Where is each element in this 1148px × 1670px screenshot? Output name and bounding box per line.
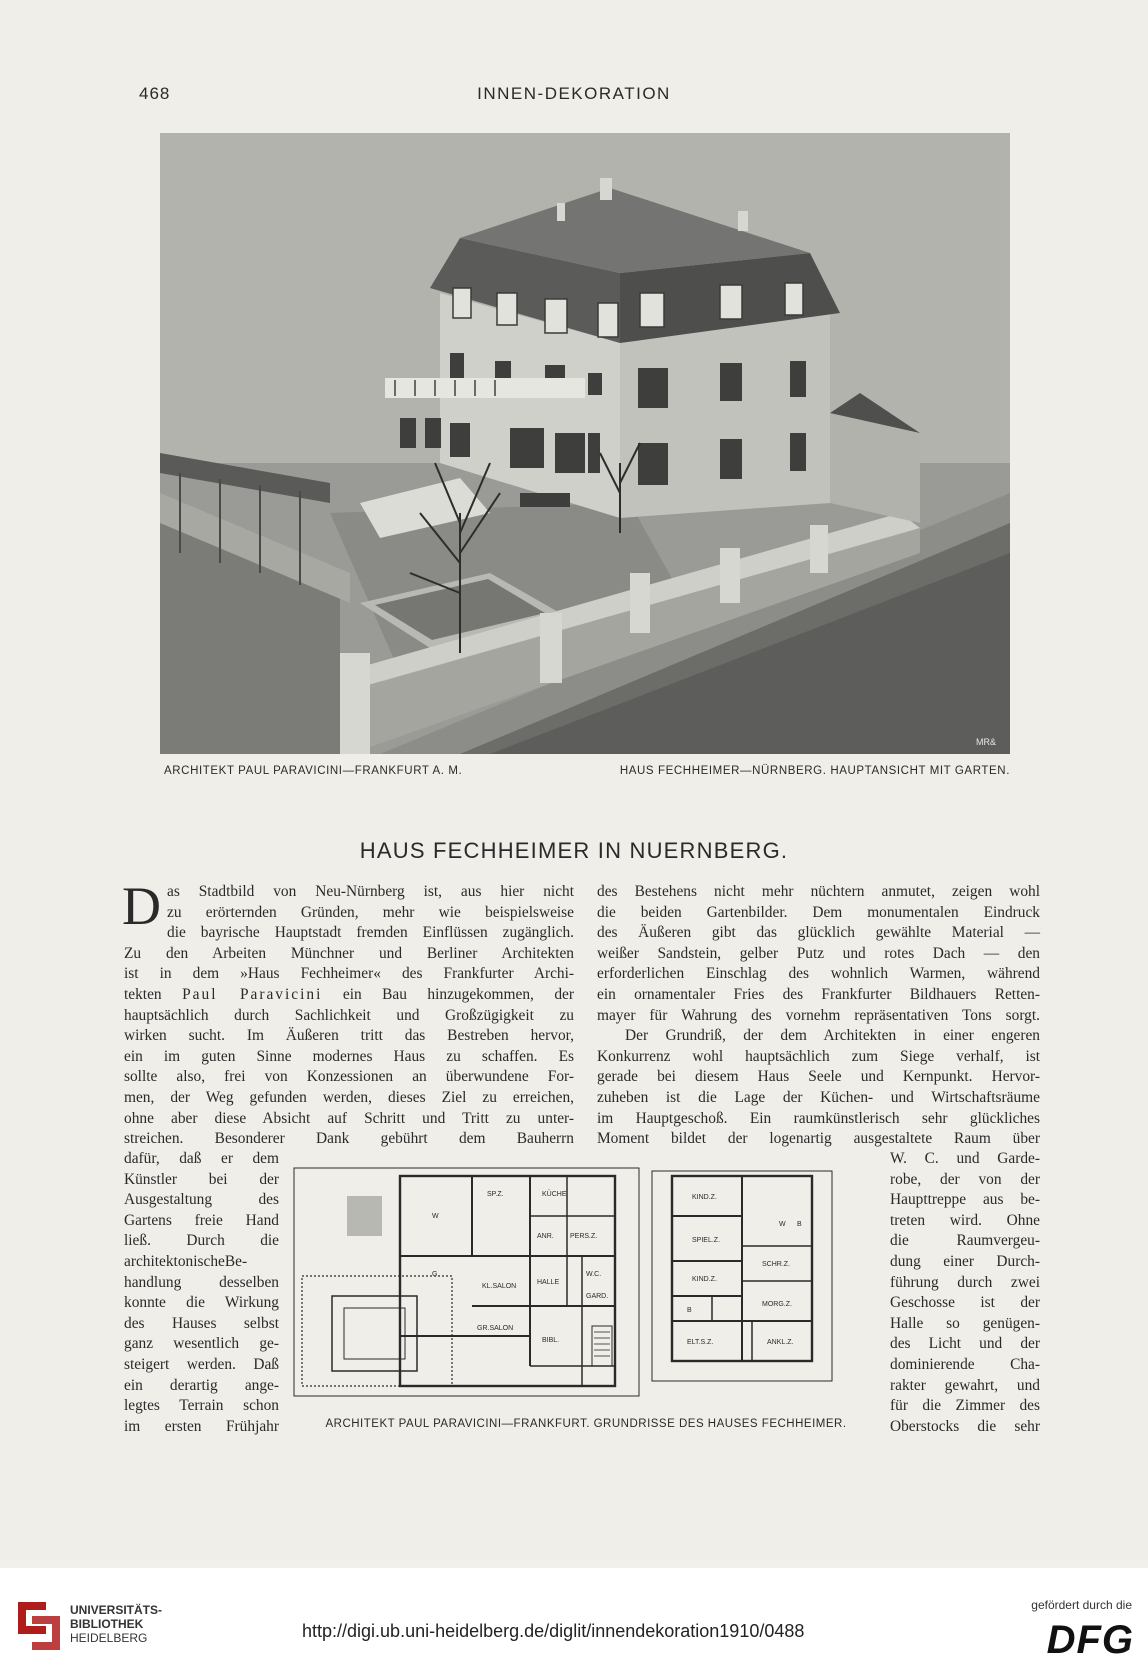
text-line: Oberstocks die sehr <box>890 1417 1040 1435</box>
text-line: des Hauses selbst <box>124 1314 279 1332</box>
text-line: erforderlichen Einschlag des wohnlich Warmen, während <box>597 965 1040 983</box>
room-label: KÜCHE <box>542 1191 567 1198</box>
text-line: für die Zimmer des <box>890 1397 1040 1415</box>
room-label: PERS.Z. <box>570 1233 598 1240</box>
text-line: des Bestehens nicht mehr nüchtern anmutet, zeigen wohl <box>597 883 1040 900</box>
house-photo-illustration <box>160 133 1010 754</box>
photo-caption <box>164 765 1010 783</box>
source-url-link[interactable]: http://digi.ub.uni-heidelberg.de/diglit/innendekoration1910/0488 <box>302 1621 805 1641</box>
text-line: dung einer Durch- <box>890 1252 1040 1270</box>
text-line: im ersten Frühjahr <box>124 1417 279 1435</box>
text-line: gerade bei diesem Haus Seele und Kernpunkt. Hervor- <box>597 1068 1040 1086</box>
text-line <box>124 985 574 1006</box>
architect-name: Paul Paravicini <box>182 985 323 1003</box>
text-line: Konkurrenz wohl hauptsächlich zum Siege verhalf, ist <box>597 1047 1040 1065</box>
text-line: robe, der von der <box>890 1170 1040 1188</box>
text-line: sollte also, frei von Konzessionen an überwundene For- <box>124 1068 574 1086</box>
article-title: HAUS FECHHEIMER IN NUERNBERG. <box>359 838 789 863</box>
ground-floor-plan <box>294 1168 639 1396</box>
room-label: SP.Z. <box>487 1191 504 1198</box>
text-line: wirken sucht. Im Äußeren tritt das Bestreben hervor, <box>124 1027 574 1045</box>
text-line: konnte die Wirkung <box>124 1294 279 1312</box>
text-line: ist in dem »Haus Fechheimer« des Frankfurter Archi- <box>124 965 574 983</box>
photo-caption-title: HAUS FECHHEIMER—NÜRNBERG. HAUPTANSICHT MIT GARTEN. <box>619 765 1010 777</box>
text-line: führung durch zwei <box>890 1273 1040 1291</box>
article-column-right-narrow <box>890 1149 1040 1437</box>
text-line: die beiden Gartenbilder. Dem monumentalen Eindruck <box>597 903 1040 921</box>
text-fragment: tekten <box>124 985 162 1003</box>
room-label: SPIEL.Z. <box>692 1237 721 1244</box>
room-label: BIBL. <box>542 1337 560 1344</box>
text-line: Geschosse ist der <box>890 1294 1040 1312</box>
room-label: ELT.S.Z. <box>687 1339 714 1346</box>
room-label: KIND.Z. <box>692 1194 717 1201</box>
text-line: zu erörternden Gründen, mehr wie beispielsweise <box>167 903 574 921</box>
text-line: W. C. und Garde- <box>890 1150 1040 1167</box>
text-line: as Stadtbild von Neu-Nürnberg ist, aus hier nicht <box>167 883 574 900</box>
room-label: ANR. <box>537 1233 554 1240</box>
funded-by-label: gefördert durch die <box>1031 1598 1132 1612</box>
text-line: des Äußeren gibt das glücklich gewählte Material — <box>597 924 1040 942</box>
room-label: KL.SALON <box>482 1283 517 1290</box>
text-line: dominierende Cha- <box>890 1355 1040 1373</box>
text-line: Gartens freie Hand <box>124 1211 279 1229</box>
institution-line: BIBLIOTHEK <box>70 1617 144 1631</box>
text-line: die Raumvergeu- <box>890 1232 1040 1250</box>
text-line: die bayrische Hauptstadt fremden Einflüssen zugänglich. <box>167 924 574 942</box>
room-label: B <box>797 1221 802 1228</box>
page-number: 468 <box>139 84 171 103</box>
text-line: Künstler bei der <box>124 1170 279 1188</box>
text-line: ein ornamentaler Fries des Frankfurter Bildhauers Retten- <box>597 985 1040 1003</box>
drop-cap: D <box>122 876 161 936</box>
text-line: ein im guten Sinne modernes Haus zu schaffen. Es <box>124 1047 574 1065</box>
room-label: MORG.Z. <box>762 1301 792 1308</box>
institution-name <box>70 1603 162 1645</box>
room-label: G <box>432 1271 438 1278</box>
article-column-left-narrow <box>124 1149 279 1437</box>
room-label: KIND.Z. <box>692 1276 717 1283</box>
room-label: SCHR.Z. <box>762 1261 790 1268</box>
text-line: mayer für Wahrung des vornehm repräsentativen Tons sorgt. <box>597 1006 1040 1024</box>
institution-line: HEIDELBERG <box>70 1631 148 1645</box>
text-line: ein derartig ange- <box>124 1376 279 1394</box>
text-line: architektonischeBe- <box>124 1252 248 1270</box>
photo-monogram: MR& <box>976 737 996 747</box>
text-line: Moment bildet der logenartig ausgestaltete Raum über <box>597 1130 1040 1148</box>
text-line: Haupttreppe aus be- <box>890 1191 1040 1209</box>
text-line: ganz wesentlich ge- <box>124 1335 279 1353</box>
text-line: steigert werden. Daß <box>124 1355 279 1373</box>
text-line: rakter gewahrt, und <box>890 1376 1040 1394</box>
photo-caption-architect: ARCHITEKT PAUL PARAVICINI—FRANKFURT A. M. <box>164 765 463 777</box>
upper-floor-plan <box>652 1171 832 1381</box>
room-label: GR.SALON <box>477 1325 514 1332</box>
text-line: Der Grundriß, der dem Architekten in einer engeren <box>625 1027 1040 1045</box>
text-line: des Licht und der <box>890 1335 1040 1353</box>
text-line: Ausgestaltung des <box>124 1191 279 1209</box>
house-photograph <box>160 133 1010 754</box>
text-line: streichen. Besonderer Dank gebührt dem Bauherrn <box>124 1130 574 1148</box>
floor-plans-drawing <box>292 1166 875 1406</box>
text-line: im Hauptgeschoß. Ein raumkünstlerisch sehr glückliches <box>597 1109 1040 1127</box>
text-line: treten wird. Ohne <box>890 1211 1040 1229</box>
text-line: ließ. Durch die <box>124 1232 279 1250</box>
university-library-logo-icon <box>12 1596 66 1656</box>
institution-line: UNIVERSITÄTS- <box>70 1603 163 1617</box>
text-line: handlung desselben <box>124 1273 279 1291</box>
text-line: hauptsächlich durch Sachlichkeit und Großzügigkeit zu <box>124 1006 574 1024</box>
room-label: W <box>779 1221 786 1228</box>
room-label: HALLE <box>537 1279 560 1286</box>
dfg-logo: DFG <box>1046 1618 1134 1662</box>
text-line: men, der Weg gefunden werden, dieses Ziel zu erreichen, <box>124 1088 574 1106</box>
text-line: legtes Terrain schon <box>124 1397 279 1415</box>
room-label: ANKL.Z. <box>767 1339 794 1346</box>
room-label: B <box>687 1307 692 1314</box>
floor-plans <box>292 1166 875 1406</box>
room-label: GARD. <box>586 1293 609 1300</box>
text-fragment: ein Bau hinzugekommen, der <box>342 985 574 1003</box>
room-label: W <box>432 1213 439 1220</box>
article-column-right <box>597 882 1040 1150</box>
text-line: Halle so genügen- <box>890 1314 1040 1332</box>
text-line: dafür, daß er dem <box>124 1150 279 1167</box>
article-column-left <box>122 876 574 1150</box>
footer <box>0 1568 1148 1670</box>
journal-title: INNEN-DEKORATION <box>477 84 671 103</box>
text-line: zuheben ist die Lage der Küchen- und Wirtschaftsräume <box>597 1088 1040 1106</box>
text-line: ohne aber diese Absicht auf Schritt und Tritt zu unter- <box>124 1109 574 1127</box>
room-label: W.C. <box>586 1271 602 1278</box>
text-line: Zu den Arbeiten Münchner und Berliner Architekten <box>124 944 574 962</box>
plans-caption: ARCHITEKT PAUL PARAVICINI—FRANKFURT. GRUNDRISSE DES HAUSES FECHHEIMER. <box>325 1418 847 1430</box>
text-line: weißer Sandstein, gelber Putz und rotes Dach — den <box>597 944 1040 962</box>
running-head <box>0 84 1148 108</box>
